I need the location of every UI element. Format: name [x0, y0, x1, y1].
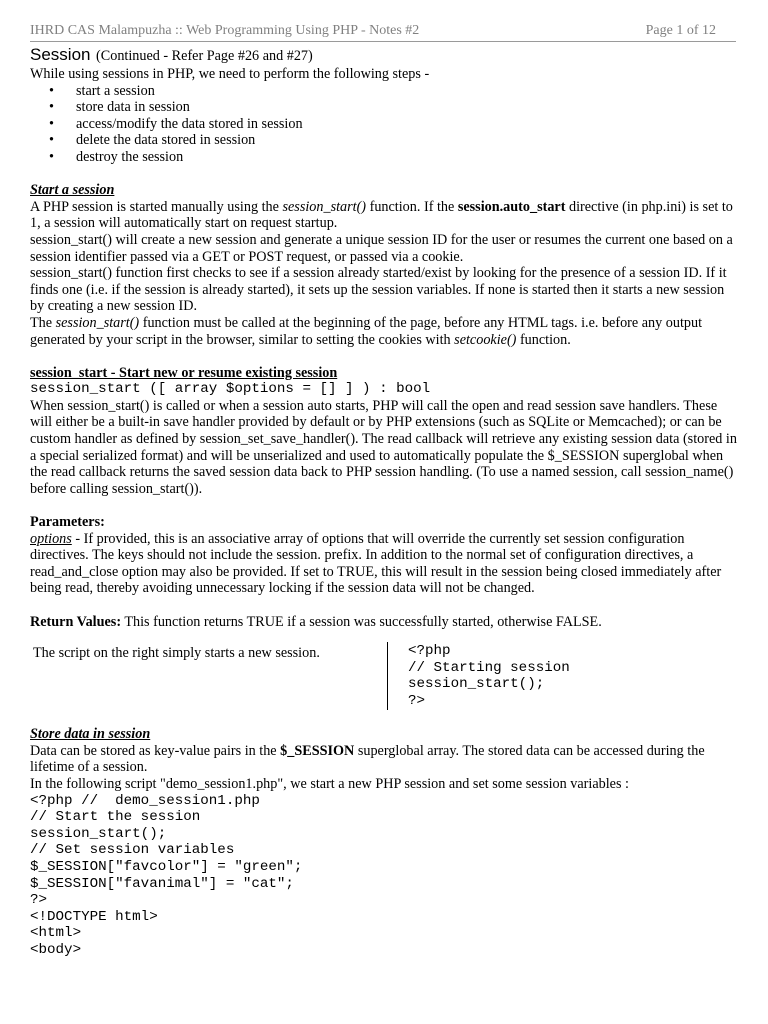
- store-para-1: Data can be stored as key-value pairs in the $_SESSION superglobal array. The stored data can be accessed during the lifetime of a session.: [30, 742, 705, 776]
- parameters-heading: Parameters:: [30, 514, 105, 531]
- example-caption: The script on the right simply starts a new session.: [33, 645, 320, 662]
- intro-text: While using sessions in PHP, we need to perform the following steps -: [30, 66, 430, 82]
- list-item: • store data in session: [30, 99, 738, 116]
- start-session-heading: Start a session: [30, 182, 115, 199]
- steps-list: [30, 83, 738, 166]
- header-title: IHRD CAS Malampuzha :: Web Programming Using PHP - Notes #2: [30, 23, 420, 38]
- code-line: session_start();: [30, 825, 167, 842]
- session-start-description: When session_start() is called or when a session auto starts, PHP will call the open and read session save handlers. These will either be a built-in save handler provided by default or by PHP extensions (such as SQLite or Memcached); or can be custom handler as defined by session_set_save_handler(). The read callback will retrieve any existing session data (stored in a special serialized format) and will be unserialized and used to automatically populate the $_SESSION superglobal when the read callback returns the saved session data back to PHP session handling. (To use a named session, call session_name() before calling session_start()).: [30, 397, 737, 497]
- section-title: [30, 45, 738, 66]
- code-line: <!DOCTYPE html>: [30, 908, 158, 925]
- list-item: • start a session: [30, 83, 738, 100]
- function-signature: session_start ([ array $options = [] ] ) : bool: [30, 381, 431, 398]
- list-item: • access/modify the data stored in session: [30, 116, 738, 133]
- code-line: <body>: [30, 941, 82, 958]
- example-box: [30, 642, 738, 709]
- list-item: • delete the data stored in session: [30, 132, 738, 149]
- page-number: Page 1 of 12: [645, 23, 716, 38]
- code-line: <?php // demo_session1.php: [30, 792, 260, 809]
- start-para-3: session_start() function first checks to see if a session already started/exist by looking for the presence of a session ID. If it finds one (i.e. if the session is already started), it sets up the session variables. If none is started then it starts a new session by creating a new session ID.: [30, 265, 727, 315]
- title-word: Session: [30, 45, 91, 64]
- code-line: session_start();: [408, 676, 545, 693]
- example-code: [387, 642, 570, 709]
- code-line: // Start the session: [30, 809, 201, 826]
- start-para-4: The session_start() function must be called at the beginning of the page, before any HTML tags. i.e. before any output generated by your script in the browser, similar to setting the cookies with setcookie() function.: [30, 314, 703, 348]
- return-values: Return Values: This function returns TRUE if a session was successfully started, otherwise FALSE.: [30, 613, 602, 630]
- start-para-1: A PHP session is started manually using the session_start() function. If the session.auto_start directive (in php.ini) is set to 1, a session will automatically start on request startup.: [30, 198, 733, 232]
- document-page: [30, 22, 738, 958]
- code-line: <?php: [408, 643, 451, 660]
- code-line: ?>: [30, 892, 48, 909]
- start-para-2: session_start() will create a new session and generate a unique session ID for the user or resumes the current one based on a session identifier passed via a GET or POST request, or passed via a cookie.: [30, 231, 733, 265]
- param-name: options: [30, 530, 72, 547]
- code-line: // Set session variables: [30, 842, 235, 859]
- code-line: $_SESSION["favcolor"] = "green";: [30, 858, 303, 875]
- list-item: • destroy the session: [30, 149, 738, 166]
- store-para-2: In the following script "demo_session1.php", we start a new PHP session and set some session variables :: [30, 775, 629, 792]
- parameters-text: options - If provided, this is an associative array of options that will override the currently set session configuration directives. The keys should not include the session. prefix. In addition to the normal set of configuration directives, a read_and_close option may also be provided. If set to TRUE, this will result in the session being closed immediately after being read, thereby avoiding unnecessary locking if the session data will not be changed.: [30, 530, 722, 597]
- code-line: <html>: [30, 925, 82, 942]
- session-start-heading: session_start - Start new or resume existing session: [30, 364, 338, 381]
- page-header: [30, 22, 736, 42]
- code-line: // Starting session: [408, 659, 570, 676]
- title-note: (Continued - Refer Page #26 and #27): [96, 48, 313, 64]
- code-line: $_SESSION["favanimal"] = "cat";: [30, 875, 294, 892]
- store-data-heading: Store data in session: [30, 726, 151, 743]
- code-line: ?>: [408, 692, 426, 709]
- store-code-block: [30, 793, 738, 959]
